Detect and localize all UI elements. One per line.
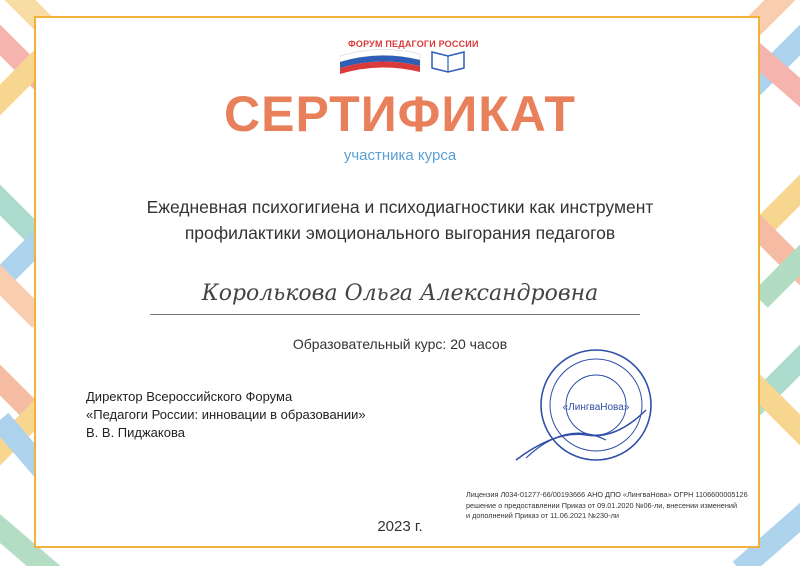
license-info bbox=[466, 490, 766, 522]
director-title: Директор Всероссийского Форума bbox=[86, 389, 293, 404]
organization-stamp bbox=[506, 340, 656, 480]
director-name: В. В. Пиджакова bbox=[86, 425, 185, 440]
course-title-line: профилактики эмоционального выгорания педагогов bbox=[184, 223, 616, 243]
course-title bbox=[80, 194, 720, 246]
issue-year: 2023 г. bbox=[377, 518, 423, 535]
course-title-line: Ежедневная психогигиена и психодиагностики как инструмент bbox=[146, 197, 654, 217]
director-signature-block bbox=[86, 388, 366, 442]
forum-logo-text: ФОРУМ ПЕДАГОГИ РОССИИ bbox=[348, 39, 479, 49]
license-line: Лицензия Л034-01277-66/00193666 АНО ДПО «ЛингваНова» ОГРН 1106600005126 bbox=[466, 490, 748, 499]
name-underline bbox=[150, 314, 640, 315]
license-line: и дополнений Приказ от 11.06.2021 №230-ли bbox=[466, 511, 619, 520]
course-hours: Образовательный курс: 20 часов bbox=[292, 336, 508, 352]
director-forum: «Педагоги России: инновации в образовании» bbox=[86, 407, 366, 422]
certificate-title: СЕРТИФИКАТ bbox=[224, 86, 576, 142]
stamp-text: «ЛингваНова» bbox=[562, 402, 630, 413]
license-line: решение о предоставлении Приказ от 09.01.2020 №06-ли, внесении изменений bbox=[466, 500, 738, 510]
certificate-subtitle: участника курса bbox=[343, 147, 457, 164]
recipient-name: Королькова Ольга Александровна bbox=[201, 281, 599, 306]
